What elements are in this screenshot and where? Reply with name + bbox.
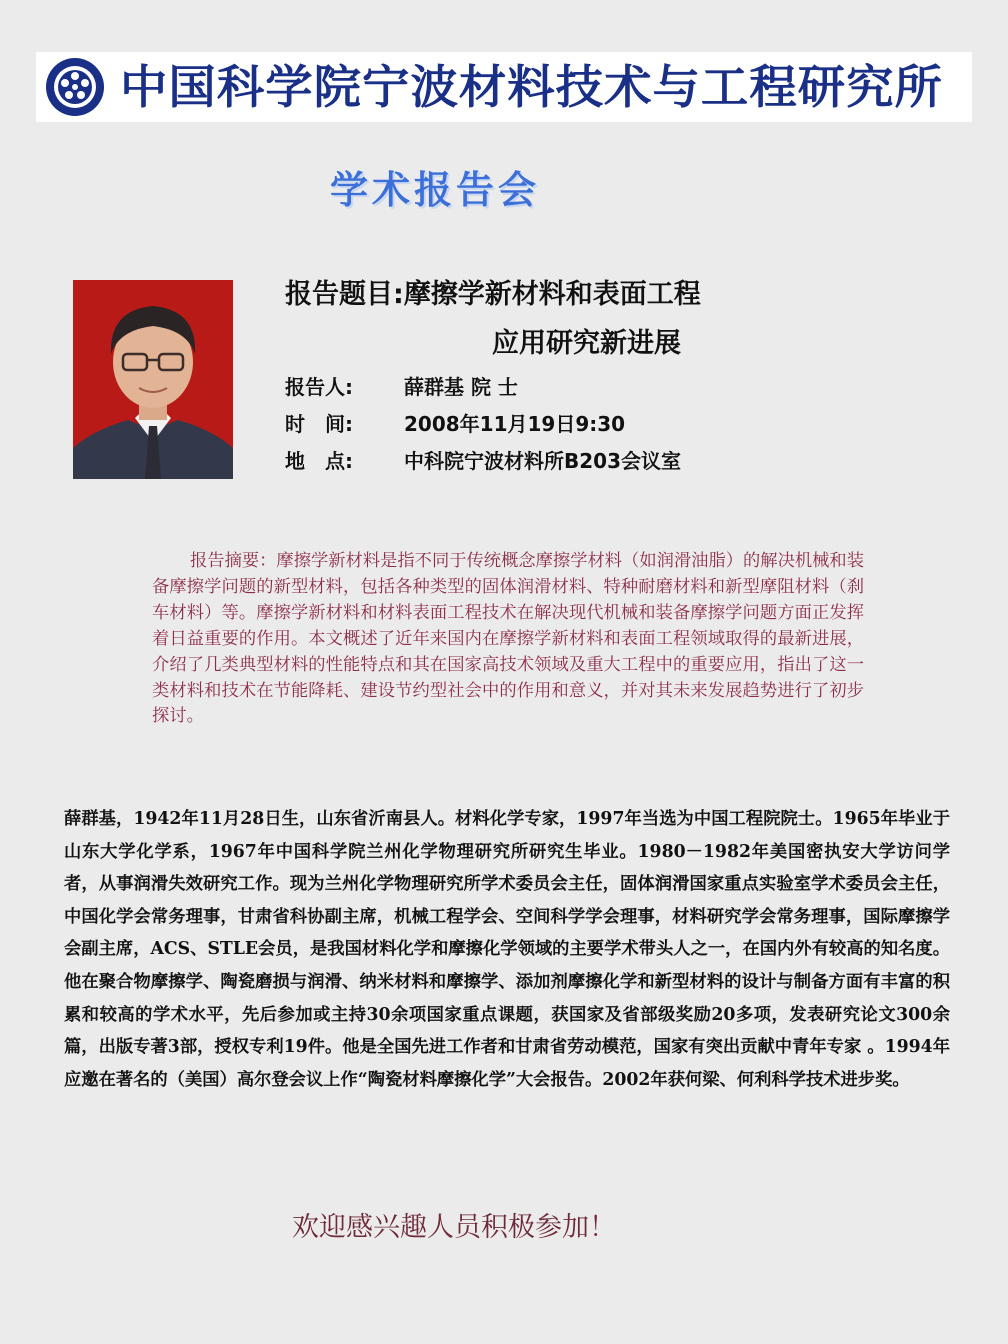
closing-invitation: 欢迎感兴趣人员积极参加！ <box>292 1212 616 1243</box>
speaker-value: 薛群基 院 士 <box>404 375 518 399</box>
report-abstract: 报告摘要：摩擦学新材料是指不同于传统概念摩擦学材料（如润滑油脂）的解决机械和装备摩擦学问题的新型材料，包括各种类型的固体润滑材料、特种耐磨材料和新型摩阻材料（刹车材料）等。摩擦学新材料和材料表面工程技术在解决现代机械和装备摩擦学问题方面正发挥着日益重要的作用。本文概述了近年来国内在摩擦学新材料和表面工程领域取得的最新进展，介绍了几类典型材料的性能特点和其在国家高技术领域及重大工程中的重要应用，指出了这一类材料和技术在节能降耗、建设节约型社会中的作用和意义，并对其未来发展趋势进行了初步探讨。 <box>152 551 864 727</box>
speaker-photo <box>73 280 233 479</box>
report-title-text: 摩擦学新材料和表面工程 <box>403 279 701 310</box>
cas-logo-icon <box>44 56 106 118</box>
report-title-label: 报告题目: <box>285 279 404 310</box>
event-type-heading: 学术报告会 <box>330 168 541 212</box>
time-label: 时 间: <box>285 412 353 436</box>
institute-name: 中国科学院宁波材料技术与工程研究所 <box>120 60 943 114</box>
report-title-line1 <box>285 277 701 313</box>
institute-banner <box>36 52 972 122</box>
time-value: 2008年11月19日9:30 <box>404 412 626 436</box>
portrait-icon <box>73 280 233 479</box>
place-value: 中科院宁波材料所B203会议室 <box>404 449 681 473</box>
place-label: 地 点: <box>285 449 353 473</box>
speaker-label: 报告人: <box>285 375 353 399</box>
report-title-line2: 应用研究新进展 <box>492 328 681 359</box>
speaker-biography: 薛群基，1942年11月28日生，山东省沂南县人。材料化学专家，1997年当选为中国工程院院士。1965年毕业于山东大学化学系，1967年中国科学院兰州化学物理研究所研究生毕业。1980－1982年美国密执安大学访问学者，从事润滑失效研究工作。现为兰州化学物理研究所学术委员会主任，固体润滑国家重点实验室学术委员会主任，中国化学会常务理事，甘肃省科协副主席，机械工程学会、空间科学学会理事，材料研究学会常务理事，国际摩擦学会副主席，ACS、STLE会员，是我国材料化学和摩擦化学领域的主要学术带头人之一，在国内外有较高的知名度。他在聚合物摩擦学、陶瓷磨损与润滑、纳米材料和摩擦学、添加剂摩擦化学和新型材料的设计与制备方面有丰富的积累和较高的学术水平，先后参加或主持30余项国家重点课题，获国家及省部级奖励20多项，发表研究论文300余篇，出版专著3部，授权专利19件。他是全国先进工作者和甘肃省劳动模范，国家有突出贡献中青年专家 。1994年应邀在著名的（美国）高尔登会议上作“陶瓷材料摩擦化学”大会报告。2002年获何梁、何利科学技术进步奖。 <box>64 809 950 1090</box>
